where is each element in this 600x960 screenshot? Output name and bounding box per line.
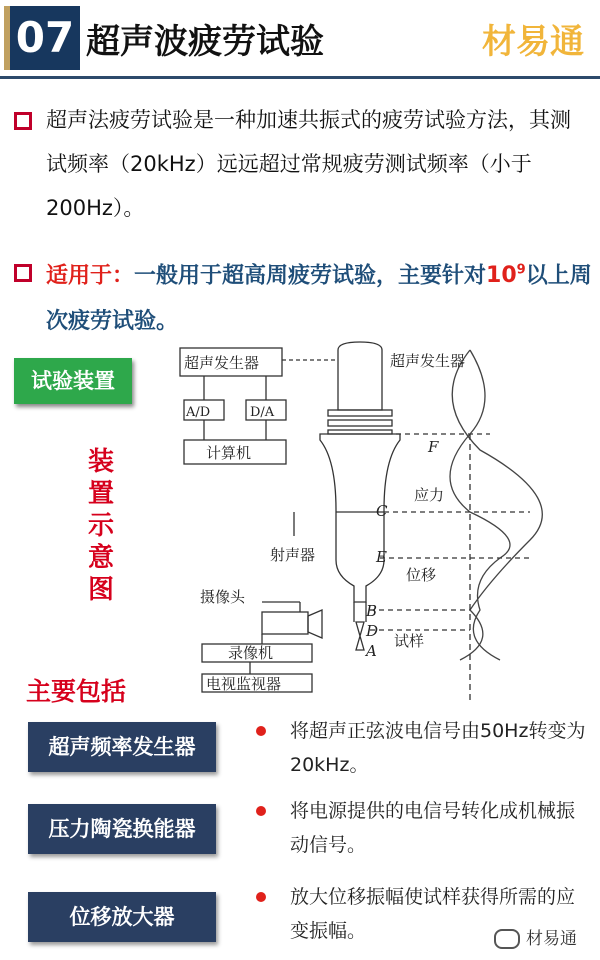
svg-text:射声器: 射声器	[270, 546, 316, 564]
includes-title: 主要包括	[26, 677, 127, 706]
svg-text:B: B	[366, 602, 378, 620]
svg-text:应力: 应力	[414, 486, 445, 504]
svg-text:F: F	[428, 438, 439, 456]
svg-text:D/A: D/A	[250, 405, 275, 420]
applies-text-after: 以上周次疲劳试验。	[46, 263, 592, 335]
header-bar	[0, 0, 600, 79]
component-desc-generator: 将超声正弦波电信号由50Hz转变为20kHz。	[290, 720, 586, 776]
component-amplifier[interactable]: 位移放大器	[28, 892, 216, 942]
footer-watermark: 材易通	[494, 924, 577, 949]
component-ultrasonic-generator[interactable]: 超声频率发生器	[28, 722, 216, 772]
applies-exponent: $10^9$	[486, 263, 526, 289]
component-transducer[interactable]: 压力陶瓷换能器	[28, 804, 216, 854]
component-desc-amplifier: 放大位移振幅使试样获得所需的应变振幅。	[290, 886, 576, 942]
diagram-caption: 装 置 示 意 图	[87, 447, 114, 605]
svg-text:超声发生器: 超声发生器	[184, 354, 260, 372]
svg-text:电视监视器: 电视监视器	[206, 675, 282, 693]
square-bullet-icon	[14, 264, 32, 282]
applies-label: 适用于：	[46, 263, 135, 289]
svg-text:试样: 试样	[394, 632, 425, 650]
intro-paragraph: 超声法疲劳试验是一种加速共振式的疲劳试验方法，其测试频率（20kHz）远远超过常规疲劳测试频率（小于200Hz）。	[46, 108, 571, 220]
component-desc-transducer: 将电源提供的电信号转化成机械振动信号。	[290, 800, 576, 856]
section-number: 07	[4, 6, 80, 70]
svg-text:录像机: 录像机	[228, 644, 274, 662]
brand-logo-text: 材易通	[482, 22, 584, 62]
svg-text:计算机: 计算机	[206, 444, 252, 462]
apparatus-diagram	[170, 340, 590, 700]
page-title: 超声波疲劳试验	[86, 22, 324, 62]
setup-button[interactable]: 试验装置	[14, 358, 132, 404]
square-bullet-icon	[14, 112, 32, 130]
red-dot-icon	[256, 806, 266, 816]
svg-text:A/D: A/D	[186, 405, 211, 420]
svg-text:C: C	[376, 502, 388, 520]
svg-text:D: D	[366, 622, 379, 640]
applies-paragraph	[46, 248, 596, 345]
red-dot-icon	[256, 892, 266, 902]
svg-text:超声发生器: 超声发生器	[390, 352, 466, 370]
svg-text:摄像头: 摄像头	[200, 588, 246, 606]
wechat-icon	[494, 929, 520, 949]
applies-text: 一般用于超高周疲劳试验，主要针对	[134, 263, 487, 289]
svg-text:位移: 位移	[406, 566, 437, 584]
svg-text:A: A	[366, 642, 377, 660]
svg-text:E: E	[376, 548, 387, 566]
red-dot-icon	[256, 726, 266, 736]
